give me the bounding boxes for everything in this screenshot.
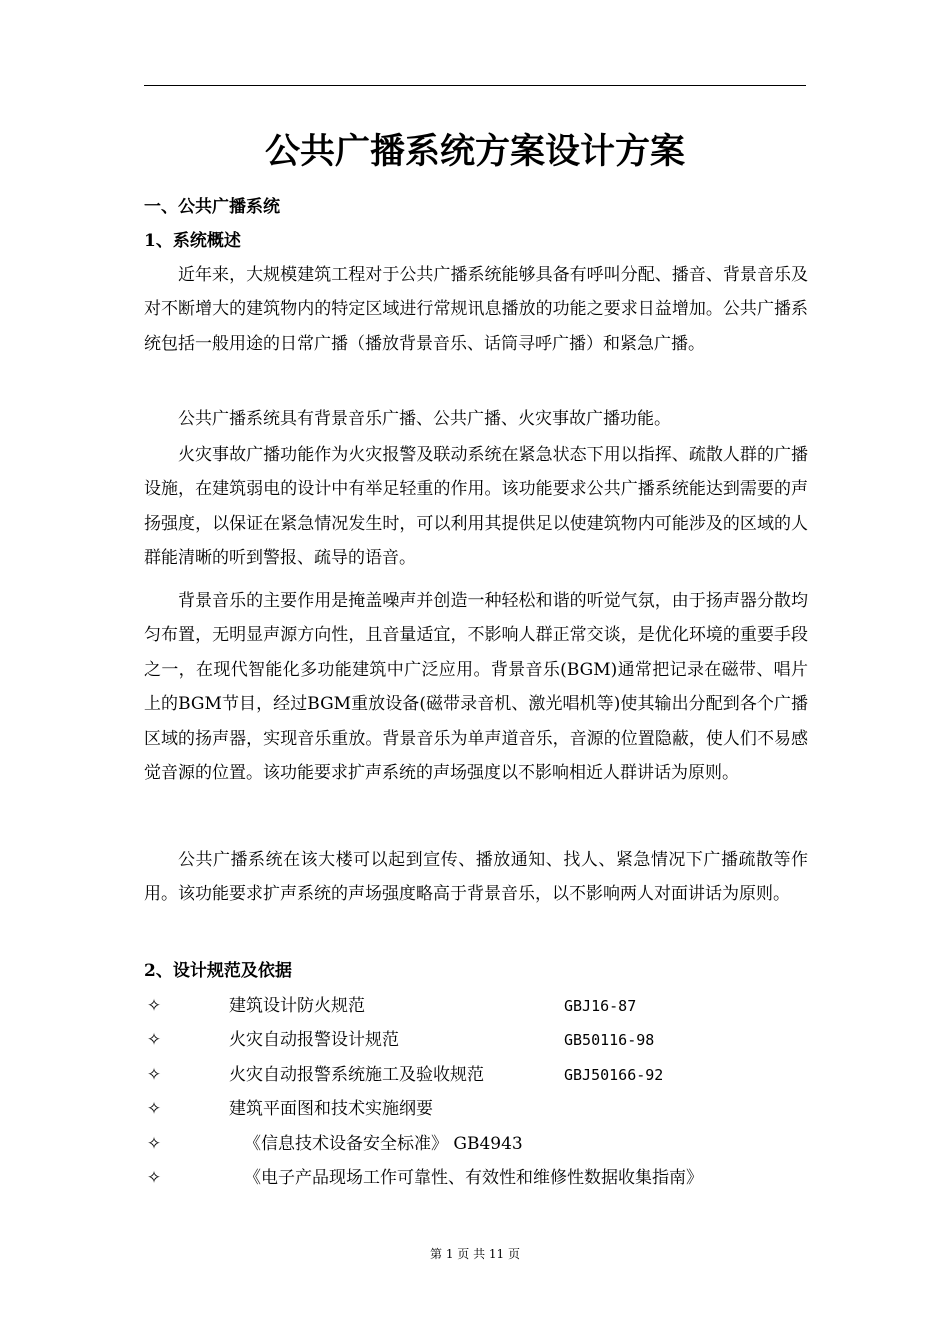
diamond-bullet-icon: ✧ xyxy=(146,1099,162,1120)
paragraph-background-music: 背景音乐的主要作用是掩盖噪声并创造一种轻松和谐的听觉气氛，由于扬声器分散均匀布置，无明显声源方向性，且音量适宜，不影响人群正常交谈，是优化环境的重要手段之一，在现代智能化多功能建筑中广泛应用。背景音乐(BGM)通常把记录在磁带、唱片上的BGM节目，经过BGM重放设备(磁带录音机、激光唱机等)使其输出分配到各个广播区域的扬声器，实现音乐重放。背景音乐为单声道音乐，音源的位置隐蔽，使人们不易感觉音源的位置。该功能要求扩声系统的声场强度以不影响相近人群讲话为原则。 xyxy=(144,591,808,784)
standard-name: 火灾自动报警系统施工及验收规范 xyxy=(229,1064,484,1085)
diamond-bullet-icon: ✧ xyxy=(146,1167,162,1188)
list-item xyxy=(144,1092,806,1126)
paragraph-public-broadcast: 公共广播系统在该大楼可以起到宣传、播放通知、找人、紧急情况下广播疏散等作用。该功能要求扩声系统的声场强度略高于背景音乐，以不影响两人对面讲话为原则。 xyxy=(144,850,808,905)
header-rule xyxy=(144,85,806,86)
list-item xyxy=(144,989,806,1023)
standard-code: GB50116-98 xyxy=(564,1031,655,1050)
subsection-heading-standards: 2、设计规范及依据 xyxy=(144,961,292,981)
list-item xyxy=(144,1127,806,1161)
section-heading: 一、公共广播系统 xyxy=(144,197,280,217)
list-item xyxy=(144,1058,806,1092)
list-item xyxy=(144,1023,806,1057)
diamond-bullet-icon: ✧ xyxy=(146,1133,162,1154)
standard-name: 火灾自动报警设计规范 xyxy=(229,1030,399,1051)
diamond-bullet-icon: ✧ xyxy=(146,1030,162,1051)
standard-code: GBJ50166-92 xyxy=(564,1065,664,1084)
paragraph-intro: 近年来，大规模建筑工程对于公共广播系统能够具备有呼叫分配、播音、背景音乐及对不断增大的建筑物内的特定区域进行常规讯息播放的功能之要求日益增加。公共广播系统包括一般用途的日常广播（播放背景音乐、话筒寻呼广播）和紧急广播。 xyxy=(144,265,808,354)
standard-name: 《信息技术设备安全标准》 GB4943 xyxy=(244,1133,523,1154)
diamond-bullet-icon: ✧ xyxy=(146,1064,162,1085)
document-title: 公共广播系统方案设计方案 xyxy=(264,131,685,172)
list-item xyxy=(144,1161,806,1195)
standard-name: 建筑平面图和技术实施纲要 xyxy=(229,1099,433,1120)
page-footer: 第 1 页 共 11 页 xyxy=(430,1247,520,1261)
diamond-bullet-icon: ✧ xyxy=(146,996,162,1016)
subsection-heading-overview: 1、系统概述 xyxy=(144,231,241,251)
standards-list xyxy=(144,989,806,1195)
paragraph-fire-broadcast: 火灾事故广播功能作为火灾报警及联动系统在紧急状态下用以指挥、疏散人群的广播设施，在建筑弱电的设计中有举足轻重的作用。该功能要求公共广播系统能达到需要的声扬强度，以保证在紧急情况发生时，可以利用其提供足以使建筑物内可能涉及的区域的人群能清晰的听到警报、疏导的语音。 xyxy=(144,445,808,569)
paragraph-functions: 公共广播系统具有背景音乐广播、公共广播、火灾事故广播功能。 xyxy=(178,409,671,429)
standard-name: 建筑设计防火规范 xyxy=(229,996,365,1016)
standard-name: 《电子产品现场工作可靠性、有效性和维修性数据收集指南》 xyxy=(244,1167,703,1188)
standard-code: GBJ16-87 xyxy=(564,997,637,1015)
